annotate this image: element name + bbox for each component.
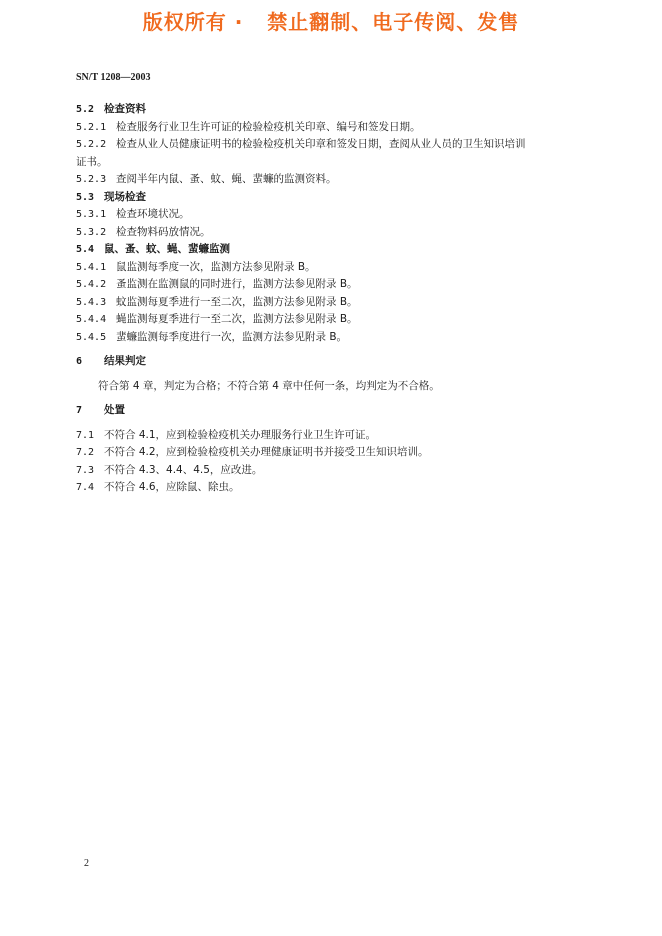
clause-7-2 — [76, 444, 596, 462]
clause-text: 蚤监测在监测鼠的同时进行，监测方法参见附录 B。 — [116, 278, 358, 290]
clause-5-4-5 — [76, 329, 596, 347]
clause-text: 蜚蠊监测每季度进行一次，监测方法参见附录 B。 — [116, 330, 348, 343]
clause-number: 5.4.1 — [76, 261, 107, 273]
section-5-3-heading — [76, 189, 596, 207]
clause-text: 鼠监测每季度一次，监测方法参见附录 B。 — [116, 260, 316, 273]
clause-number: 5.3.1 — [76, 209, 107, 220]
clause-5-4-1 — [76, 259, 596, 277]
clause-number: 5.4.3 — [76, 296, 107, 308]
section-5-2-heading — [76, 101, 596, 119]
clause-text: 不符合 4.2，应到检验检疫机关办理健康证明书并接受卫生知识培训。 — [104, 446, 429, 458]
clause-number: 7.2 — [76, 447, 95, 458]
clause-text: 检查服务行业卫生许可证的检验检疫机关印章、编号和签发日期。 — [116, 120, 421, 133]
clause-text: 检查从业人员健康证明书的检验检疫机关印章和签发日期，查阅从业人员的卫生知识培训 — [116, 138, 526, 150]
clause-number: 5.2.2 — [76, 139, 107, 150]
clause-5-3-2 — [76, 224, 596, 242]
document-id-header: SN/T 1208—2003 — [76, 72, 151, 83]
chapter-6-paragraph: 符合第 4 章，判定为合格；不符合第 4 章中任何一条，均判定为不合格。 — [98, 379, 440, 392]
copyright-watermark: 版权所有 · 禁止翻制、电子传阅、发售 — [142, 10, 520, 34]
section-5-4-heading — [76, 241, 596, 259]
section-title: 鼠、蚤、蚊、蝇、蜚蠊监测 — [104, 243, 230, 255]
clause-5-4-4 — [76, 311, 596, 329]
chapter-title: 处置 — [104, 404, 125, 416]
clause-text: 不符合 4.3、4.4、4.5，应改进。 — [104, 463, 263, 476]
clause-number: 5.2.1 — [76, 121, 107, 133]
section-number: 5.4 — [76, 244, 95, 255]
clause-7-4 — [76, 479, 596, 497]
clause-number: 5.4.4 — [76, 314, 107, 325]
clause-number: 7.3 — [76, 464, 95, 476]
clause-text: 检查环境状况。 — [116, 208, 190, 220]
page-number: 2 — [84, 858, 89, 869]
clause-5-2-3 — [76, 171, 596, 189]
clause-text: 检查物料码放情况。 — [116, 225, 211, 238]
chapter-6-heading — [76, 353, 596, 371]
clause-5-4-2 — [76, 276, 596, 294]
clause-number: 5.4.5 — [76, 331, 107, 343]
clause-5-3-1 — [76, 206, 596, 224]
section-title: 检查资料 — [104, 103, 146, 115]
clause-text: 不符合 4.6，应除鼠、除虫。 — [104, 481, 240, 493]
clause-number: 5.3.2 — [76, 226, 107, 238]
clause-5-2-1 — [76, 119, 596, 137]
clause-text: 不符合 4.1，应到检验检疫机关办理服务行业卫生许可证。 — [104, 428, 377, 441]
section-number: 5.2 — [76, 104, 95, 115]
clause-5-2-2 — [76, 136, 596, 154]
clause-text: 查阅半年内鼠、蚤、蚊、蝇、蜚蠊的监测资料。 — [116, 173, 337, 185]
chapter-7-heading — [76, 402, 596, 420]
clause-number: 7.4 — [76, 482, 95, 493]
clause-number: 5.4.2 — [76, 279, 107, 290]
clause-text: 蚊监测每夏季进行一至二次，监测方法参见附录 B。 — [116, 295, 358, 308]
clause-5-2-2-continuation: 证书。 — [76, 155, 108, 168]
clause-7-3 — [76, 462, 596, 480]
clause-7-1 — [76, 427, 596, 445]
clause-text: 蝇监测每夏季进行一至二次，监测方法参见附录 B。 — [116, 313, 358, 325]
chapter-number: 6 — [76, 356, 83, 367]
chapter-number: 7 — [76, 405, 83, 416]
chapter-title: 结果判定 — [104, 355, 146, 367]
document-body — [76, 101, 596, 497]
clause-5-4-3 — [76, 294, 596, 312]
clause-number: 7.1 — [76, 429, 95, 441]
section-title: 现场检查 — [104, 190, 146, 203]
clause-number: 5.2.3 — [76, 174, 107, 185]
section-number: 5.3 — [76, 191, 95, 203]
